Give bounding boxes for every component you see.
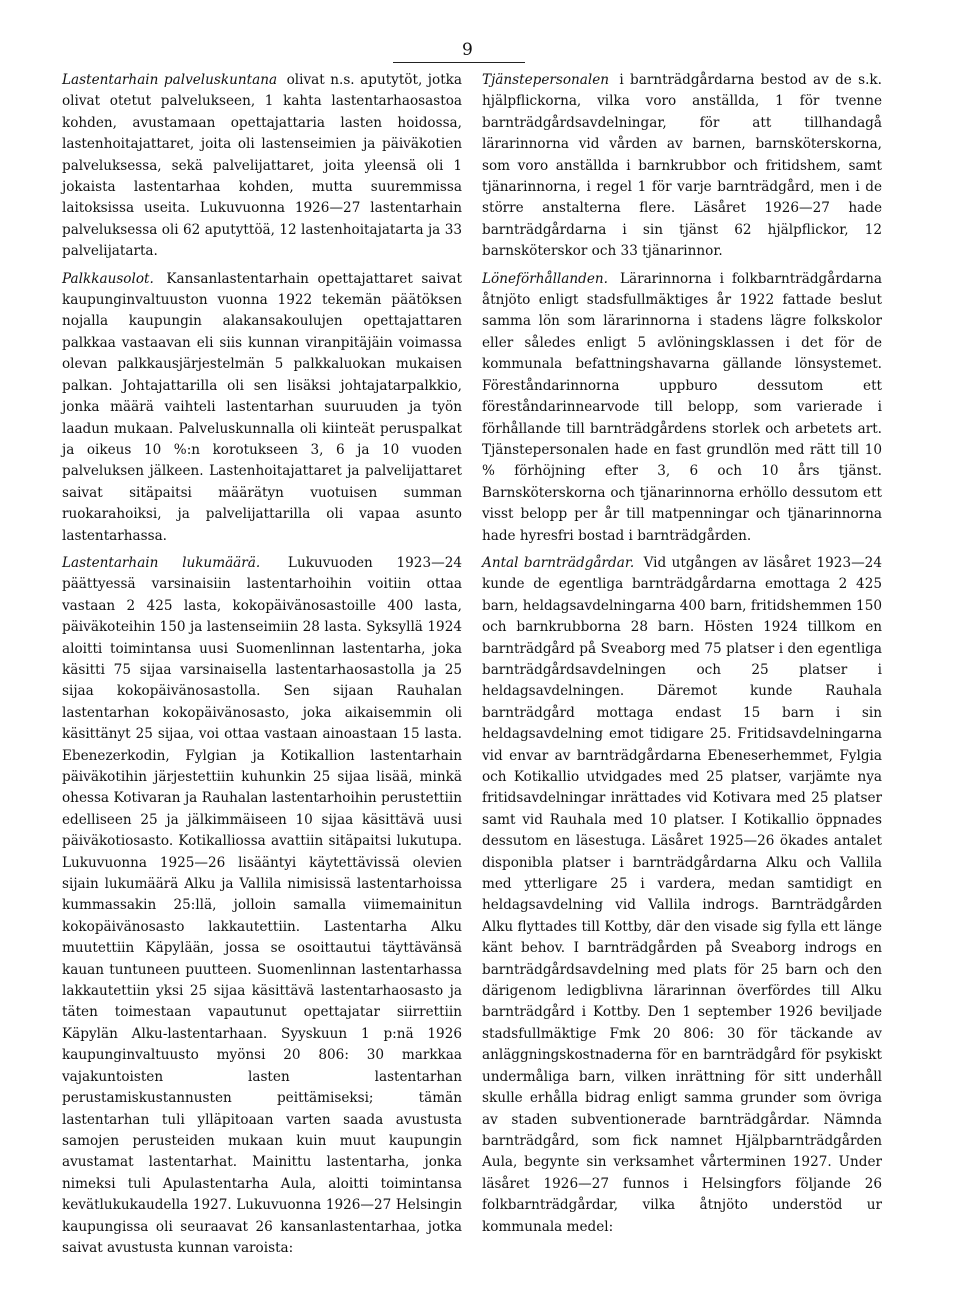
paragraph-text: Kansanlastentarhain opettajattaret saivat kaupunginvaltuuston vuonna 1922 tekemän päätöksen nojalla kaupungin alakansakoulujen opettajattaren palkkaa vastaavan eli siis kunnan viranpitäjäin voimassa olevan palkkausjärjestelmän 5 palkkaluokan mukaisen palkan. Johtajattarilla oli sen lisäksi johtajatarpalkkio, jonka määrä vaihteli lastentarhan suuruuden ja työn laadun mukaan. Palveluskunnalla oli kiinteät peruspalkat ja oikeus 10 %:n korotukseen 3, 6 ja 10 vuoden palveluksen jälkeen. Lastenhoitajattaret ja palvelijattaret saivat sitäpaitsi määrätyn vuotuisen summan ruokarahoiksi, ja palvelijattarilla oli vapaa asunto lastentarhassa. <box>62 270 462 544</box>
paragraph-text: Lukuvuoden 1923—24 päättyessä varsinaisiin lastentarhoihin voitiin ottaa vastaan 2 425 lasta, kokopäivänosastoille 400 lasta, päiväkoteihin 150 ja lastenseimiin 28 lasta. Syksyllä 1924 aloitti toimintansa uusi Suomenlinnan lastentarha, joka käsitti 75 sijaa varsinaisella lastentarhaosastolla ja 25 sijaa kokopäivänosastolla. Sen sijaan Rauhalan lastentarhan kokopäivänosasto, joka aikaisemmin oli käsittänyt 25 sijaa, voi ottaa vastaan ainoastaan 15 lasta. Ebenezerkodin, Fylgian ja Kotikallion lastentarhain päiväkotihin järjestettiin kuhunkin 25 sijaa lisää, minkä ohessa Kotivaran ja Rauhalan lastentarhoihin perustettiin edelliseen 25 ja jälkimmäiseen 10 sijaa käsittävä uusi päiväkotiosasto. Kotikalliossa avattiin sitäpaitsi lukutupa. Lukuvuonna 1925—26 lisääntyi käytettävissä olevien sijain lukumäärä Alku ja Vallila nimisissä lastentarhoissa kummassakin 25:llä, jolloin samalla viimemainitun kokopäivänosasto lakkautettiin. Lastentarha Alku muutettiin Käpylään, jossa se osoittautui täyttävänsä kauan tuntuneen puutteen. Suomenlinnan lastentarhassa lakkautettiin yksi 25 sijaa käsittävä lastentarhaosasto ja täten toimestaan vapautunut opettajatar siirrettiin Käpylän Alku-lastentarhaan. Syyskuun 1 p:nä 1926 kaupunginvaltuusto myönsi 20 806: 30 markkaa vajakuntoisten lasten lastentarhan perustamiskustannusten peittämiseksi; tämän lastentarhan tuli ylläpitoaan varten saada avustusta samojen perusteiden mukaan kuin muut kaupungin avustamat lastentarhat. Mainittu lastentarha, jonka nimeksi tuli Apulastentarha Aula, aloitti toimintansa kevätlukukaudella 1927. Lukuvuonna 1926—27 Helsingin kaupungissa oli seuraavat 26 kansanlastentarhaa, jotka saivat avustusta kunnan varoista: <box>62 554 462 1256</box>
paragraph <box>62 269 462 547</box>
paragraph <box>62 553 462 1259</box>
paragraph-heading: Palkkausolot. <box>62 270 154 287</box>
paragraph <box>482 70 882 263</box>
top-rule <box>393 62 525 63</box>
paragraph-text: Lärarinnorna i folkbarnträdgårdarna åtnjöto enligt stadsfullmäktiges år 1922 fattade beslut samma lön som lärarinnorna i stadens lägre folkskolor eller således enligt 5 avlöningsklassen i det för de kommunala befattningshavarna gällande lönsystemet. Föreståndarinnorna uppburo dessutom ett föreståndarinnearvode till belopp, som varierade i förhållande till barnträdgårdens storlek och arbetets art. Tjänstepersonalen hade en fast grundlön med rätt till 10 % förhöjning efter 3, 6 och 10 års tjänst. Barnsköterskorna och tjänarinnorna erhöllo dessutom ett visst belopp per år till matpenningar och tjänarinnorna hade hyresfri bostad i barnträdgården. <box>482 270 882 544</box>
paragraph-heading: Antal barnträdgårdar. <box>482 554 635 571</box>
left-column <box>62 70 462 1265</box>
paragraph <box>482 269 882 547</box>
paragraph-heading: Löneförhållanden. <box>482 270 608 287</box>
right-column <box>482 70 882 1244</box>
paragraph-heading: Tjänstepersonalen <box>482 72 610 88</box>
paragraph <box>482 553 882 1238</box>
page-number: 9 <box>462 40 473 60</box>
paragraph-heading: Lastentarhain palveluskuntana <box>62 72 278 88</box>
paragraph-text: olivat n.s. aputytöt, jotka olivat otetut palvelukseen, 1 kahta lastentarhaosastoa kohden, avustamaan opettajattaria lasten hoidossa, lastenhoitajattaret, joita oli lastenseimien ja päiväkotien palveluksessa, sekä palvelijattaret, joita yleensä oli 1 jokaista lastentarhaa kohden, mutta suuremmissa laitoksissa useita. Lukuvuonna 1926—27 lastentarhain palveluksessa oli 62 aputyttöä, 12 lastenhoitajatarta ja 33 palvelijatarta. <box>62 72 462 260</box>
paragraph-heading: Lastentarhain lukumäärä. <box>62 554 261 571</box>
paragraph-text: i barnträdgårdarna bestod av de s.k. hjälpflickorna, vilka voro anställda, 1 för tvenne barnträdgårdsavdelningar, för att tillhandagå lärarinnorna vid vården av barnen, barnsköterskorna, som voro anställda i barnkrubbor och fritidshem, samt tjänarinnorna, i regel 1 för varje barnträdgård, men i de större anstalterna flere. Läsåret 1926—27 hade barnträdgårdarna i sin tjänst 62 hjälpflickor, 12 barnsköterskor och 33 tjänarinnor. <box>482 72 882 260</box>
paragraph <box>62 70 462 263</box>
paragraph-text: Vid utgången av läsåret 1923—24 kunde de egentliga barnträdgårdarna emottaga 2 425 barn, heldagsavdelningarna 400 barn, fritidshemmen 150 och barnkrubborna 28 barn. Hösten 1924 tillkom en barnträdgård på Sveaborg med 75 platser i den egentliga barnträdgårdsavdelningen och 25 platser i heldagsavdelningen. Däremot kunde Rauhala barnträdgård mottaga endast 15 barn i sin heldagsavdelning emot tidigare 25. Fritidsavdelningarna vid envar av barnträdgårdarna Ebeneserhemmet, Fylgia och Kotikallio utvidgades med 25 platser, varjämte nya fritidsavdelningar inrättades vid Kotivara med 25 platser samt vid Rauhala med 10 platser. I Kotikallio öppnades dessutom en läsestuga. Läsåret 1925—26 ökades antalet disponibla platser i barnträdgårdarna Alku och Vallila med ytterligare 25 i vardera, medan samtidigt en heldagsavdelning vid Vallila indrogs. Barnträdgården Alku flyttades till Kottby, där den visade sig fylla ett länge känt behov. I barnträdgården på Sveaborg indrogs en barnträdgårdsavdelning med plats för 25 barn och den därigenom ledigblivna lärarinnan överfördes till Alku barnträdgård i Kottby. Den 1 september 1926 beviljade stadsfullmäktige Fmk 20 806: 30 för täckande av anläggningskostnaderna för en barnträdgård för psykiskt undermåliga barn, vilken inrättning för sitt underhåll skulle erhålla bidrag enligt samma grunder som övriga av staden subventionerade barnträdgårdar. Nämnda barnträdgård, som fick namnet Hjälpbarnträdgården Aula, begynte sin verksamhet vårterminen 1927. Under läsåret 1926—27 funnos i Helsingfors följande 26 folkbarnträdgårdar, vilka åtnjöto understöd ur kommunala medel: <box>482 554 882 1235</box>
